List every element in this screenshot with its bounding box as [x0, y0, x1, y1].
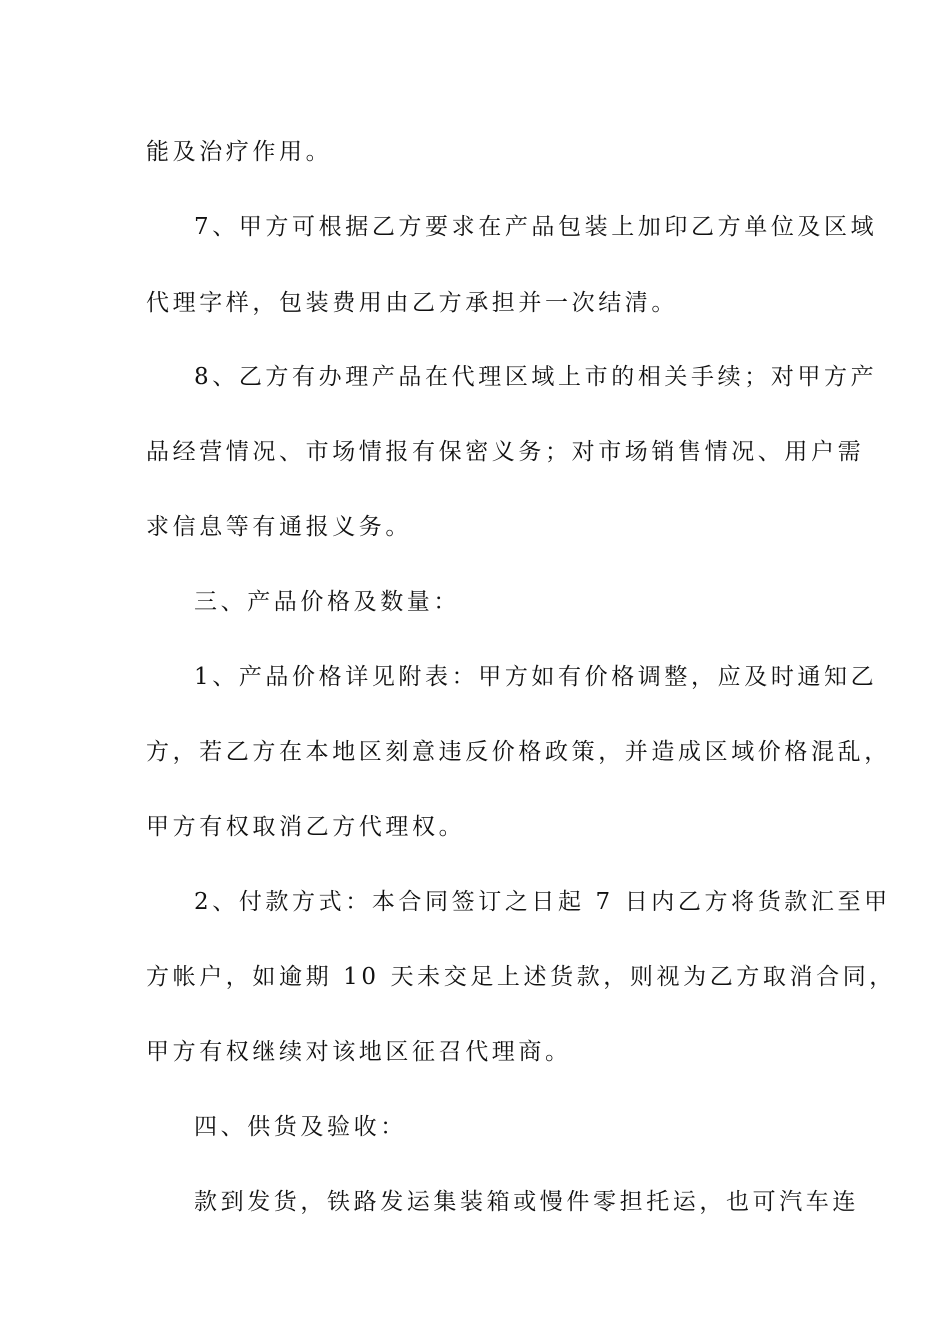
text-line: 8、乙方有办理产品在代理区域上市的相关手续；对甲方产: [194, 364, 878, 390]
section-heading: 四、供货及验收：: [194, 1114, 407, 1140]
text-line: 能及治疗作用。: [146, 139, 333, 165]
text-line: 方帐户，如逾期 10 天未交足上述货款，则视为乙方取消合同，: [146, 964, 896, 990]
text-line: 7、甲方可根据乙方要求在产品包装上加印乙方单位及区域: [194, 214, 878, 240]
section-heading: 三、产品价格及数量：: [194, 589, 460, 615]
text-line: 方，若乙方在本地区刻意违反价格政策，并造成区域价格混乱，: [146, 739, 891, 765]
text-line: 品经营情况、市场情报有保密义务；对市场销售情况、用户需: [146, 439, 865, 465]
text-line: 款到发货，铁路发运集装箱或慢件零担托运，也可汽车连: [194, 1189, 859, 1215]
text-line: 甲方有权继续对该地区征召代理商。: [146, 1039, 572, 1065]
text-line: 求信息等有通报义务。: [146, 514, 412, 540]
text-line: 代理字样，包装费用由乙方承担并一次结清。: [146, 290, 678, 316]
text-line: 2、付款方式：本合同签订之日起 7 日内乙方将货款汇至甲: [194, 889, 891, 915]
text-line: 1、产品价格详见附表：甲方如有价格调整，应及时通知乙: [194, 664, 878, 690]
text-line: 甲方有权取消乙方代理权。: [146, 814, 466, 840]
